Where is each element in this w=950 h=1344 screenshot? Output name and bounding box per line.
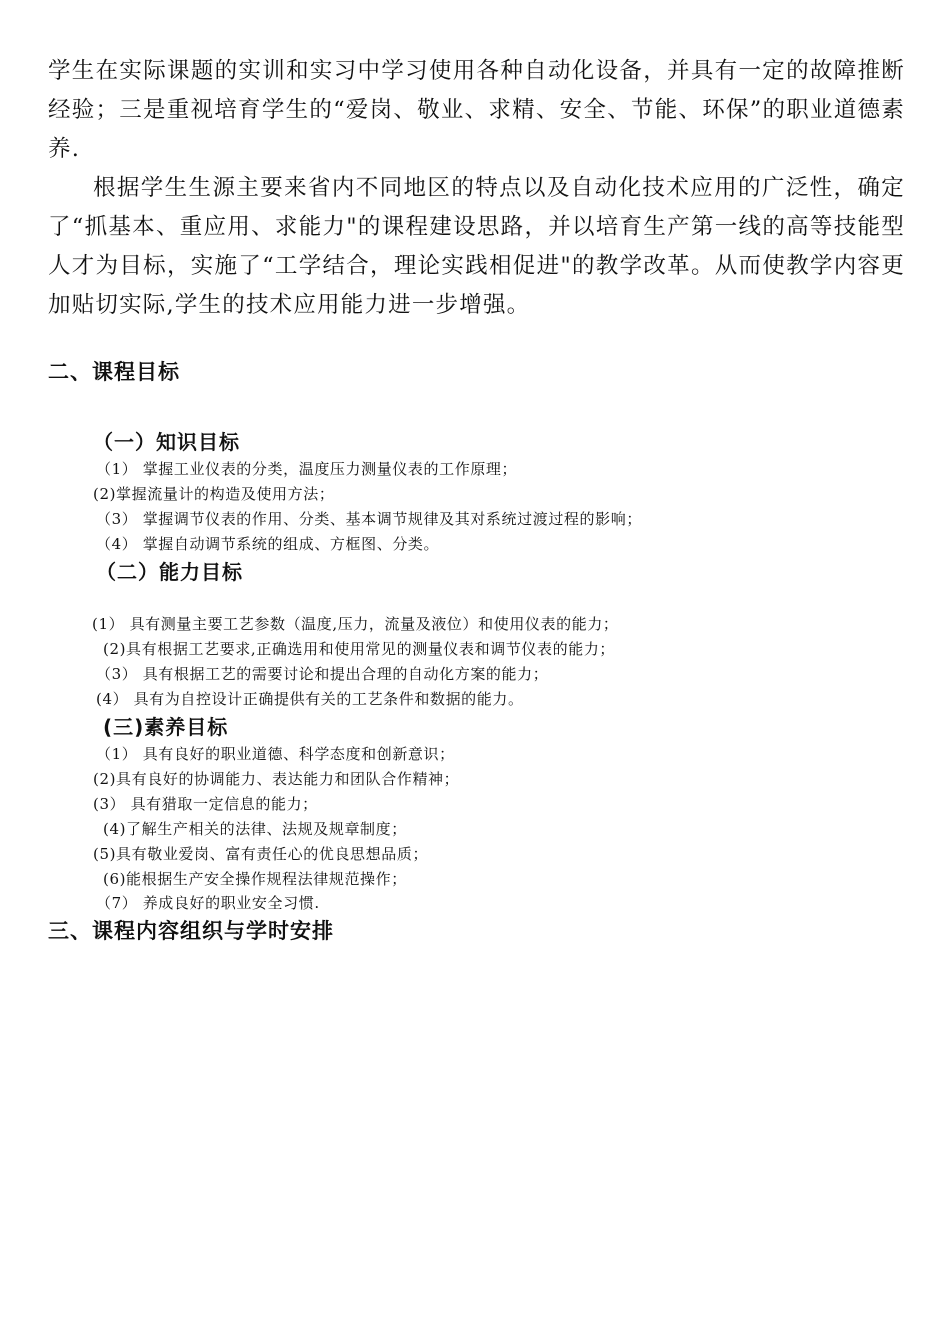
knowledge-goal-item: (2)掌握流量计的构造及使用方法； [93, 485, 335, 503]
quality-goal-item: (4)了解生产相关的法律、法规及规章制度； [103, 820, 407, 838]
quality-goal-item: (2)具有良好的协调能力、表达能力和团队合作精神； [93, 770, 460, 788]
quality-goal-item: （7） 养成良好的职业安全习惯. [96, 894, 320, 912]
quality-goal-item: (3） 具有猎取一定信息的能力； [93, 795, 318, 813]
knowledge-goals-heading: （一）知识目标 [93, 430, 240, 454]
intro-paragraph-2: 根据学生生源主要来省内不同地区的特点以及自动化技术应用的广泛性，确定了“抓基本、重应用、求能力"的课程建设思路，并以培育生产第一线的高等技能型人才为目标，实施了“工学结合，理论实践相促进"的教学改革。从而使教学内容更加贴切实际,学生的技术应用能力进一步增强。 [48, 175, 905, 318]
knowledge-goal-item: （1） 掌握工业仪表的分类，温度压力测量仪表的工作原理； [96, 460, 518, 478]
quality-goal-item: （1） 具有良好的职业道德、科学态度和创新意识； [96, 745, 455, 763]
section-2-heading: 二、课程目标 [48, 360, 180, 384]
quality-goal-item: (5)具有敬业爱岗、富有责任心的优良思想品质； [93, 845, 429, 863]
ability-goal-item: (1） 具有测量主要工艺参数（温度,压力，流量及液位）和使用仪表的能力； [92, 615, 619, 633]
ability-goal-item: （3） 具有根据工艺的需要讨论和提出合理的自动化方案的能力； [96, 665, 549, 683]
ability-goals-heading: （二）能力目标 [96, 560, 243, 584]
quality-goal-item: (6)能根据生产安全操作规程法律规范操作； [103, 870, 407, 888]
section-3-heading: 三、课程内容组织与学时安排 [48, 919, 334, 943]
ability-goal-item: (2)具有根据工艺要求,正确选用和使用常见的测量仪表和调节仪表的能力； [103, 640, 616, 658]
quality-goals-heading: (三)素养目标 [103, 715, 229, 739]
knowledge-goal-item: （3） 掌握调节仪表的作用、分类、基本调节规律及其对系统过渡过程的影响； [96, 510, 642, 528]
intro-paragraph-1: 学生在实际课题的实训和实习中学习使用各种自动化设备，并具有一定的故障推断经验；三是重视培育学生的“爱岗、敬业、求精、安全、节能、环保”的职业道德素养. [48, 58, 905, 162]
knowledge-goal-item: （4） 掌握自动调节系统的组成、方框图、分类。 [96, 535, 440, 553]
ability-goal-item: (4） 具有为自控设计正确提供有关的工艺条件和数据的能力。 [96, 690, 524, 708]
